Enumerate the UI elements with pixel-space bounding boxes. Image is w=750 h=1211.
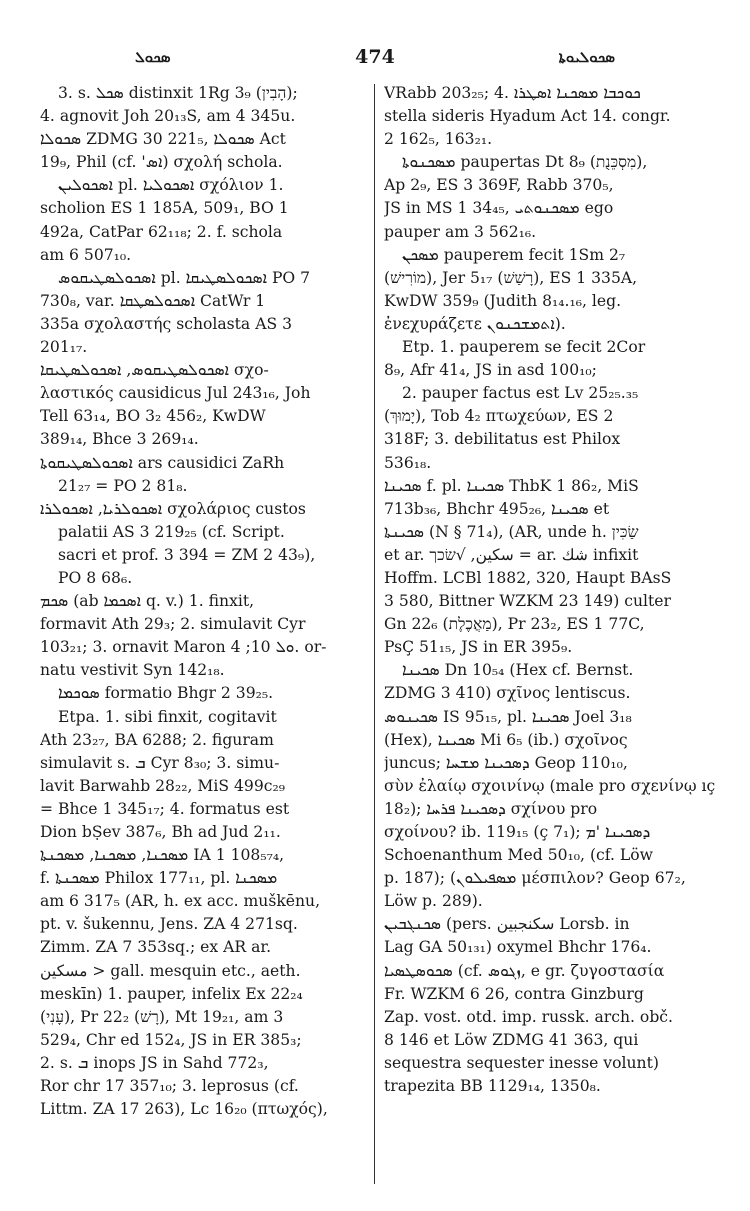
text-line: am 6 507₁₀.	[40, 245, 132, 264]
text-line: = Bhce 1 345₁₇; 4. formatus est	[40, 799, 290, 818]
text-line: σχοίνου? ib. 119₁₅ (ç 7₁); ܕܣܟܝܢܐ 'ܡ	[384, 823, 651, 841]
text-line: natu vestivit Syn 142₁₈.	[40, 661, 225, 680]
text-line: λαστικός causidicus Jul 243₁₆, Joh	[40, 384, 311, 403]
text-line: Löw p. 289).	[384, 892, 483, 911]
text-line: stella sideris Hyadum Act 14. congr.	[384, 107, 671, 126]
text-line: meskīn) 1. pauper, infelix Ex 22₂₄	[40, 984, 303, 1003]
text-line: σὺν ἐλαίῳ σχοινίνῳ (male pro σχενίνῳ ıç	[384, 776, 716, 795]
text-line: sequestra sequester inesse volunt)	[384, 1053, 659, 1072]
text-line: 4. agnovit Joh 20₁₃S, am 4 345u.	[40, 107, 296, 126]
text-line: 2 162₅, 163₂₁.	[384, 130, 493, 149]
text-line: ܡܣܟܢܘܬܐ paupertas Dt 8₉ (מִסְכֵּנֻת),	[402, 153, 648, 172]
text-line: Hoffm. LCBl 1882, 320, Haupt BAsS	[384, 568, 672, 587]
text-line: ܐܣܟܘܠܣܛܝܩܘܬܐ ars causidici ZaRh	[40, 453, 285, 472]
text-line: Gn 22₆ (מַאֲכֶלֶת), Pr 23₂, ES 1 77C,	[384, 615, 645, 634]
text-line: 201₁₇.	[40, 338, 88, 357]
page-number: 474	[355, 46, 395, 68]
text-line: ܣܘܟܡܐ formatio Bhgr 2 39₂₅.	[58, 684, 274, 703]
text-line: et ar. سكين, √שׂכך = ar. شك infixit	[384, 545, 639, 564]
text-line: Zimm. ZA 7 353sq.; ex AR ar.	[40, 938, 272, 957]
text-line: ܡܣܟܢ pauperem fecit 1Sm 2₇	[402, 245, 626, 264]
text-line: 19₉, Phil (cf. 'ܐܣ) σχολή schola.	[40, 153, 283, 172]
text-line: 389₁₄, Bhce 3 269₁₄.	[40, 430, 199, 449]
text-line: ܐܣܟܘܠܣܛܝܩܘܣ pl. ܐܣܟܘܠܣܛܝܩܐ PO 7	[58, 268, 311, 287]
text-line: KwDW 359₉ (Judith 8₁₄.₁₆, leg.	[384, 291, 622, 310]
text-line: ܐܣܟܘܠܝܢ pl. ܐܣܟܘܠܝܐ σχόλιον 1.	[58, 176, 284, 195]
text-line: Etpa. 1. sibi finxit, cogitavit	[58, 707, 277, 726]
text-line: ܣܟܝܢܬܐ (N § 71₄), (AR, unde h. שַׂכִּין	[384, 522, 639, 541]
text-line: PO 8 68₆.	[58, 568, 133, 587]
page-header	[40, 46, 710, 72]
text-line: 713b₃₆, Bhchr 495₂₆, ܣܟܝܢܐ et	[384, 499, 610, 518]
text-line: 536₁₈.	[384, 453, 432, 472]
text-line: 21₂₇ = PO 2 81₈.	[58, 476, 188, 495]
text-line: Zap. vost. otd. imp. russk. arch. obč.	[384, 1007, 673, 1026]
text-line: Lag GA 50₁₃₁) oxymel Bhchr 176₄.	[384, 938, 652, 957]
text-line: Schoenanthum Med 50₁₀, (cf. Löw	[384, 846, 653, 865]
text-line: JS in MS 1 34₄₅, ܡܣܟܢܘܬܝ ego	[384, 199, 614, 218]
text-line: 3. s. ܣܟܠ distinxit 1Rg 3₉ (הָבִין);	[58, 84, 298, 102]
text-line: ܣܟܝܢܐ Dn 10₅₄ (Hex cf. Bernst.	[402, 661, 634, 680]
text-line: 2. pauper factus est Lv 25₂₅.₃₅	[402, 384, 639, 403]
text-line: palatii AS 3 219₂₅ (cf. Script.	[58, 522, 285, 541]
text-line: Tell 63₁₄, BO 3₂ 456₂, KwDW	[40, 407, 266, 426]
text-line: 492a, CatPar 62₁₁₈; 2. f. schola	[40, 222, 283, 241]
text-line: ܣܟܝܢܐ f. pl. ܣܟܝܢܐ ThbK 1 86₂, MiS	[384, 476, 639, 495]
text-line: am 6 317₅ (AR, h. ex acc. muškēnu,	[40, 892, 321, 911]
text-line: ܣܟܝܢܘܣ IS 95₁₅, pl. ܣܟܝܢܐ Joel 3₁₈	[384, 707, 632, 726]
text-line: lavit Barwahb 28₂₂, MiS 499c₂₉	[40, 776, 285, 795]
header-left-catchword: ܣܟܘܠ	[135, 48, 171, 66]
text-line: ܣܟܘܣܛܣܝܐ (cf. ܙܓܘܣ, e gr. ζυγοστασία	[384, 961, 665, 980]
text-line: formavit Ath 29₃; 2. simulavit Cyr	[40, 615, 306, 634]
text-line: مسكين > gall. mesquin etc., aeth.	[40, 961, 301, 980]
text-line: pt. v. šukennu, Jens. ZA 4 271sq.	[40, 915, 298, 934]
text-line: Ror chr 17 357₁₀; 3. leprosus (cf.	[40, 1077, 299, 1096]
header-right-catchword: ܣܟܘܠܝܘܬܐ	[558, 48, 615, 66]
text-line: Ath 23₂₇, BA 6288; 2. figuram	[40, 730, 274, 749]
text-line: ܐܣܟܘܠܪܝܐ, ܐܣܟܘܠܪܐ σχολάριος custos	[40, 499, 306, 518]
text-line: ZDMG 3 410) σχῖνος lentiscus.	[384, 684, 631, 703]
text-line: 318F; 3. debilitatus est Philox	[384, 430, 621, 449]
text-line: Etp. 1. pauperem se fecit 2Cor	[402, 338, 646, 357]
text-line: 730₈, var. ܐܣܟܘܠܣܛܩܐ CatWr 1	[40, 291, 266, 310]
text-line: f. ܡܣܟܢܬܐ Philox 177₁₁, pl. ܡܣܟܢܐ	[40, 869, 278, 888]
text-line: 335a σχολαστής scholasta AS 3	[40, 314, 293, 333]
right-column	[384, 82, 716, 1098]
text-line: p. 187); (ܡܣܦܝܠܘܢ μέσπιλον? Geop 67₂,	[384, 869, 686, 888]
text-line: 529₄, Chr ed 152₄, JS in ER 385₃;	[40, 1030, 302, 1049]
text-line: (עָנִי), Pr 22₂ (רָשׁ), Mt 19₂₁, am 3	[40, 1007, 284, 1026]
text-line: ܡܣܟܢܐ, ܡܣܟܢܐ, ܡܣܟܢܬܐ IA 1 108₅₇₄,	[40, 846, 285, 865]
text-line: Littm. ZA 17 263), Lc 16₂₀ (πτωχός),	[40, 1100, 328, 1119]
text-line: juncus; ܕܣܟܝܢܐ ܡܫܚܐ Geop 110₁₀,	[384, 753, 628, 772]
text-line: PsÇ 51₁₅, JS in ER 395₉.	[384, 638, 573, 657]
text-line: sacri et prof. 3 394 = ZM 2 43₉),	[58, 545, 316, 564]
text-line: pauper am 3 562₁₆.	[384, 222, 537, 241]
text-line: 18₂); ܕܣܟܝܢܐ ܦܪܚܐ σχίνου pro	[384, 799, 598, 818]
text-line: Ap 2₉, ES 3 369F, Rabb 370₅,	[384, 176, 614, 195]
text-line: ܐܣܟܘܠܣܛܝܩܘܣ, ܐܣܟܘܠܣܛܝܩܐ σχο-	[40, 361, 269, 380]
text-line: 8₉, Afr 41₄, JS in asd 100₁₀;	[384, 361, 597, 380]
text-line: (יָמוּךְ), Tob 4₂ πτωχεύων, ES 2	[384, 407, 614, 426]
text-line: 3 580, Bittner WZKM 23 149) culter	[384, 592, 671, 611]
text-line: scholion ES 1 185A, 509₁, BO 1	[40, 199, 289, 218]
text-line: 2. s. ܒ inops JS in Sahd 772₃,	[40, 1053, 269, 1072]
text-line: Dion bṢev 387₆, Bh ad Jud 2₁₁.	[40, 823, 281, 841]
text-line: (מוֹרִישׁ), Jer 5₁₇ (רָשַׁשׁ), ES 1 335A,	[384, 268, 638, 287]
text-line: ܣܟܢܓܒܝܢ (pers. سكنجبين Lorsb. in	[384, 915, 630, 934]
text-line: (Hex), ܣܟܝܢܐ Mi 6₅ (ib.) σχοῖνος	[384, 730, 628, 749]
text-line: simulavit s. ܒ Cyr 8₃₀; 3. simu-	[40, 753, 280, 772]
left-column	[40, 82, 372, 1121]
text-line: trapezita BB 1129₁₄, 1350₈.	[384, 1077, 601, 1096]
text-line: ἐνεχυράζετε ܐܬܡܫܟܢܘܢ).	[384, 314, 566, 333]
text-line: ܣܟܘܠܐ ZDMG 30 221₅, ܣܟܘܠܐ Act	[40, 130, 286, 149]
text-line: 103₂₁; 3. ornavit Maron ܘܠ 10; 4. or-	[40, 638, 327, 657]
text-line: 8 146 et Löw ZDMG 41 363, qui	[384, 1030, 639, 1049]
text-line: Fr. WZKM 6 26, contra Ginzburg	[384, 984, 644, 1003]
text-line: VRabb 203₂₅; 4. ܟܘܟܒܐ ܡܣܟܢܐ ܐܣܛܪܐ	[384, 84, 641, 102]
column-divider	[374, 84, 375, 1184]
text-line: ܣܟܡ (ab ܐܣܟܡܐ q. v.) 1. finxit,	[40, 592, 255, 611]
